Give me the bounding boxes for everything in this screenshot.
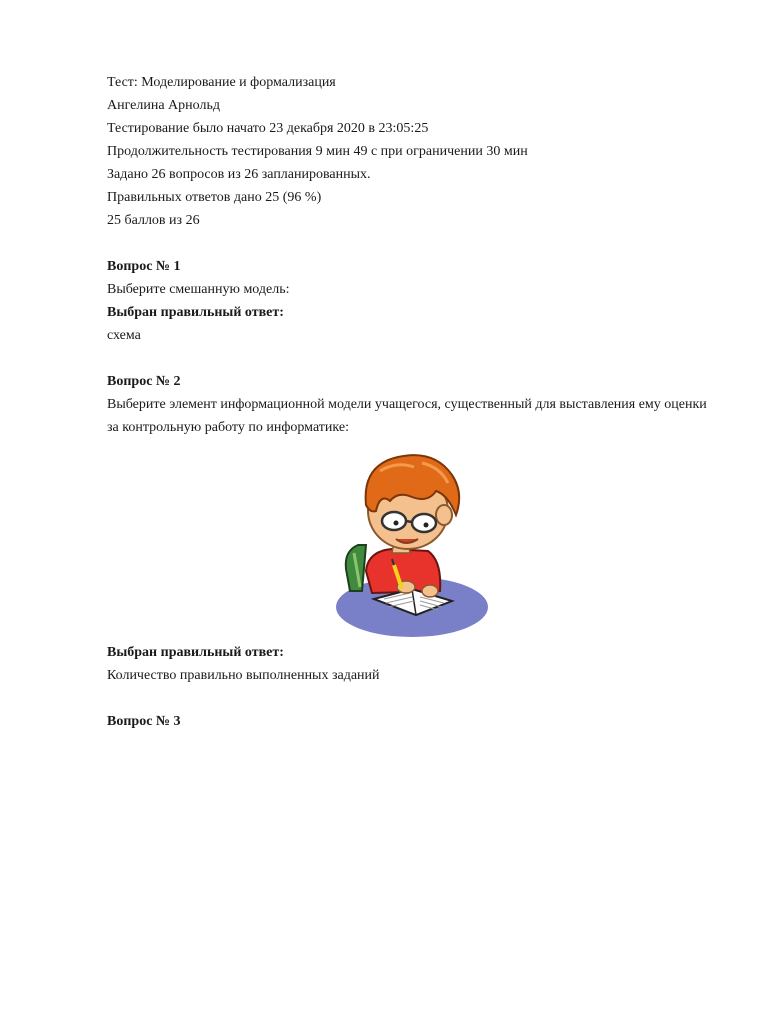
question-1-number: Вопрос № 1 [107, 259, 181, 274]
student-name: Ангелина Арнольд [107, 98, 220, 113]
question-1-answer: схема [107, 328, 141, 343]
question-2-text: Выберите элемент информационной модели учащегося, существенный для выставления ему оценки за контрольную работу по информатике: [107, 397, 707, 435]
question-2-illustration [107, 439, 717, 641]
started-at: Тестирование было начато 23 декабря 2020 в 23:05:25 [107, 121, 429, 136]
spacer [107, 687, 717, 710]
student-writing-illustration [332, 441, 492, 637]
question-2-answer: Количество правильно выполненных заданий [107, 668, 380, 683]
spacer [107, 232, 717, 255]
score: 25 баллов из 26 [107, 213, 200, 228]
question-1-text: Выберите смешанную модель: [107, 282, 290, 297]
test-title: Тест: Моделирование и формализация [107, 75, 336, 90]
test-report [107, 71, 717, 733]
question-2-answer-label: Выбран правильный ответ: [107, 645, 284, 660]
question-2-number: Вопрос № 2 [107, 374, 181, 389]
spacer [107, 347, 717, 370]
question-1-answer-label: Выбран правильный ответ: [107, 305, 284, 320]
question-3-number: Вопрос № 3 [107, 714, 181, 729]
test-duration: Продолжительность тестирования 9 мин 49 с при ограничении 30 мин [107, 144, 528, 159]
questions-count: Задано 26 вопросов из 26 запланированных. [107, 167, 371, 182]
correct-answers: Правильных ответов дано 25 (96 %) [107, 190, 322, 205]
